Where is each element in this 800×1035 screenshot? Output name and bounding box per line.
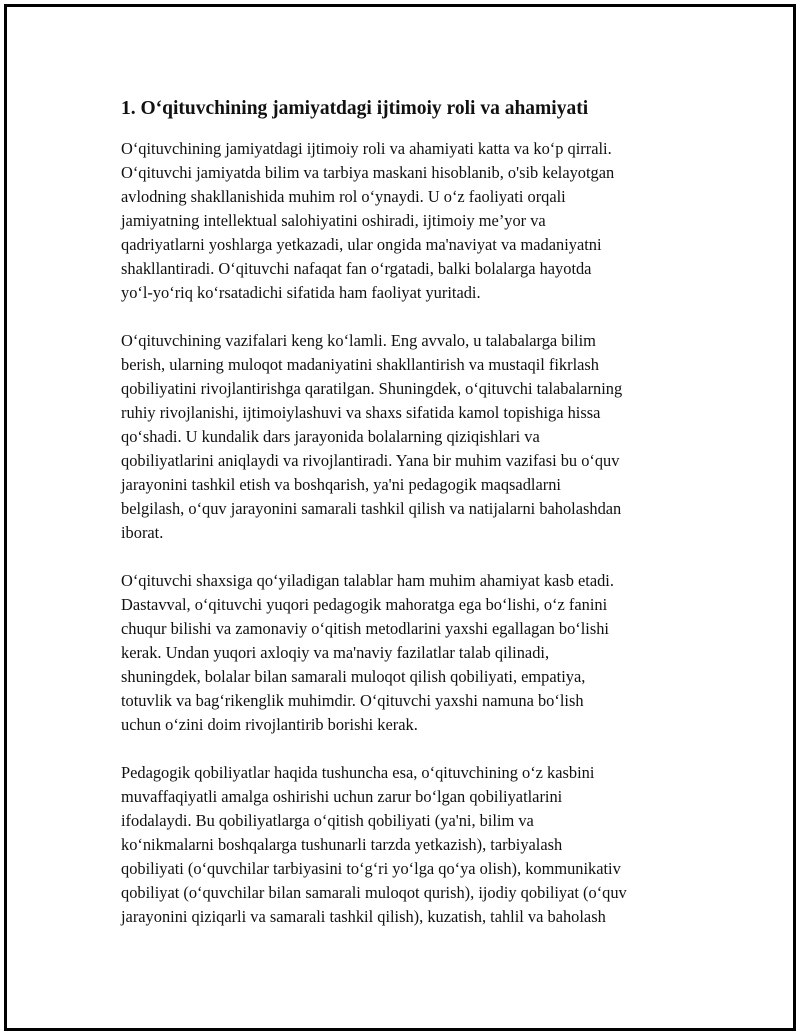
- text-line: qadriyatlarni yoshlarga yetkazadi, ular ongida ma'naviyat va madaniyatni: [121, 235, 602, 254]
- document-body: [121, 97, 701, 953]
- section-heading: 1. O‘qituvchining jamiyatdagi ijtimoiy roli va ahamiyati: [121, 98, 589, 119]
- text-line: ifodalaydi. Bu qobiliyatlarga o‘qitish qobiliyati (ya'ni, bilim va: [121, 811, 534, 830]
- page-frame: [4, 4, 796, 1031]
- paragraph-4: [121, 761, 701, 929]
- text-line: ruhiy rivojlanishi, ijtimoiylashuvi va shaxs sifatida kamol topishiga hissa: [121, 403, 601, 422]
- text-line: qobiliyati (o‘quvchilar tarbiyasini to‘g‘ri yo‘lga qo‘ya olish), kommunikativ: [121, 859, 621, 878]
- text-line: berish, ularning muloqot madaniyatini shakllantirish va mustaqil fikrlash: [121, 355, 599, 374]
- text-line: qo‘shadi. U kundalik dars jarayonida bolalarning qiziqishlari va: [121, 427, 540, 446]
- text-line: Dastavval, o‘qituvchi yuqori pedagogik mahoratga ega bo‘lishi, o‘z fanini: [121, 595, 608, 614]
- text-line: Pedagogik qobiliyatlar haqida tushuncha esa, o‘qituvchining o‘z kasbini: [121, 763, 595, 782]
- text-line: O‘qituvchining vazifalari keng ko‘lamli. Eng avvalo, u talabalarga bilim: [121, 331, 596, 350]
- text-line: O‘qituvchining jamiyatdagi ijtimoiy roli va ahamiyati katta va ko‘p qirrali.: [121, 139, 612, 158]
- text-line: jarayonini tashkil etish va boshqarish, ya'ni pedagogik maqsadlarni: [121, 475, 561, 494]
- text-line: qobiliyat (o‘quvchilar bilan samarali muloqot qurish), ijodiy qobiliyat (o‘quv: [121, 883, 627, 902]
- paragraph-2: [121, 329, 701, 545]
- text-line: uchun o‘zini doim rivojlantirib borishi kerak.: [121, 715, 418, 734]
- text-line: jamiyatning intellektual salohiyatini oshiradi, ijtimoiy me’yor va: [121, 211, 546, 230]
- text-line: shuningdek, bolalar bilan samarali muloqot qilish qobiliyati, empatiya,: [121, 667, 586, 686]
- text-line: kerak. Undan yuqori axloqiy va ma'naviy fazilatlar talab qilinadi,: [121, 643, 550, 662]
- text-line: qobiliyatini rivojlantirishga qaratilgan. Shuningdek, o‘qituvchi talabalarning: [121, 379, 623, 398]
- paragraph-3: [121, 569, 701, 737]
- text-line: qobiliyatlarini aniqlaydi va rivojlantiradi. Yana bir muhim vazifasi bu o‘quv: [121, 451, 620, 470]
- text-line: muvaffaqiyatli amalga oshirishi uchun zarur bo‘lgan qobiliyatlarini: [121, 787, 563, 806]
- text-line: O‘qituvchi shaxsiga qo‘yiladigan talablar ham muhim ahamiyat kasb etadi.: [121, 571, 614, 590]
- text-line: O‘qituvchi jamiyatda bilim va tarbiya maskani hisoblanib, o'sib kelayotgan: [121, 163, 615, 182]
- text-line: shakllantiradi. O‘qituvchi nafaqat fan o‘rgatadi, balki bolalarga hayotda: [121, 259, 592, 278]
- text-line: belgilash, o‘quv jarayonini samarali tashkil qilish va natijalarni baholashdan: [121, 499, 622, 518]
- paragraph-1: [121, 137, 701, 305]
- text-line: totuvlik va bag‘rikenglik muhimdir. O‘qituvchi yaxshi namuna bo‘lish: [121, 691, 584, 710]
- text-line: jarayonini qiziqarli va samarali tashkil qilish), kuzatish, tahlil va baholash: [121, 907, 606, 926]
- text-line: iborat.: [121, 523, 164, 542]
- text-line: avlodning shakllanishida muhim rol o‘ynaydi. U o‘z faoliyati orqali: [121, 187, 566, 206]
- text-line: yo‘l-yo‘riq ko‘rsatadichi sifatida ham faoliyat yuritadi.: [121, 283, 481, 302]
- text-line: chuqur bilishi va zamonaviy o‘qitish metodlarini yaxshi egallagan bo‘lishi: [121, 619, 609, 638]
- text-line: ko‘nikmalarni boshqalarga tushunarli tarzda yetkazish), tarbiyalash: [121, 835, 563, 854]
